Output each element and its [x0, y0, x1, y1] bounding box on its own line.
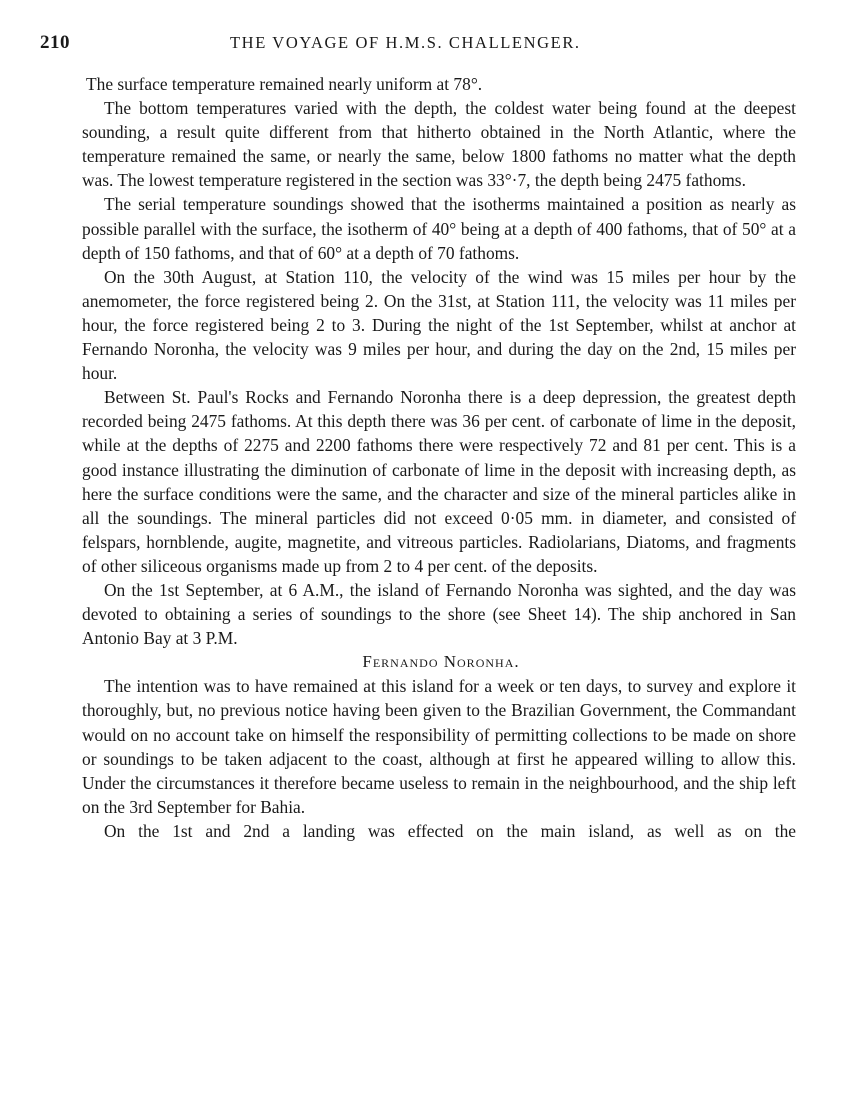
page-number: 210	[40, 32, 70, 53]
running-title: THE VOYAGE OF H.M.S. CHALLENGER.	[230, 33, 581, 52]
body-text	[82, 72, 796, 843]
paragraph: The serial temperature soundings showed that the isotherms maintained a position as nearly as possible parallel with the surface, the isotherm of 40° being at a depth of 400 fathoms, that of 50° at a depth of 150 fathoms, and that of 60° at a depth of 70 fathoms.	[82, 194, 796, 263]
paragraph: The surface temperature remained nearly uniform at 78°.	[86, 74, 483, 94]
paragraph: The intention was to have remained at this island for a week or ten days, to survey and explore it thoroughly, but, no previous notice having been given to the Brazilian Government, the Commandant would on no account take on himself the responsibility of permitting collections to be made on shore or soundings to be taken adjacent to the coast, although at first he appeared willing to allow this. Under the circumstances it therefore became useless to remain in the neighbourhood, and the ship left on the 3rd September for Bahia.	[82, 676, 796, 817]
paragraph: On the 1st September, at 6 A.M., the island of Fernando Noronha was sighted, and the day was devoted to obtaining a series of soundings to the shore (see Sheet 14). The ship anchored in San Antonio Bay at 3 P.M.	[82, 579, 796, 649]
running-head	[40, 32, 810, 58]
paragraph: Between St. Paul's Rocks and Fernando Noronha there is a deep depression, the greatest depth recorded being 2475 fathoms. At this depth there was 36 per cent. of carbonate of lime in the deposit, while at the depths of 2275 and 2200 fathoms there were respectively 72 and 81 per cent. This is a good instance illustrating the diminution of carbonate of lime in the deposit with increasing depth, as here the surface conditions were the same, and the character and size of the mineral particles alike in all the soundings. The mineral particles did not exceed 0·05 mm. in diameter, and consisted of felspars, hornblende, augite, magnetite, and vitreous particles. Radiolarians, Diatoms, and fragments of other siliceous organisms made up from 2 to 4 per cent. of the deposits.	[82, 387, 796, 576]
paragraph: On the 30th August, at Station 110, the velocity of the wind was 15 miles per hour by the anemometer, the force registered being 2. On the 31st, at Station 111, the velocity was 11 miles per hour, the force registered being 2 to 3. During the night of the 1st September, whilst at anchor at Fernando Noronha, the velocity was 9 miles per hour, and during the day on the 2nd, 15 miles per hour.	[82, 266, 796, 384]
paragraph: On the 1st and 2nd a landing was effected on the main island, as well as on the	[104, 820, 796, 841]
paragraph: The bottom temperatures varied with the depth, the coldest water being found at the deepest sounding, a result quite different from that hitherto obtained in the North Atlantic, where the temperature remained the same, or nearly the same, below 1800 fathoms no matter what the depth was. The lowest temperature registered in the section was 33°·7, the depth being 2475 fathoms.	[82, 98, 796, 191]
section-heading: Fernando Noronha.	[362, 652, 520, 672]
